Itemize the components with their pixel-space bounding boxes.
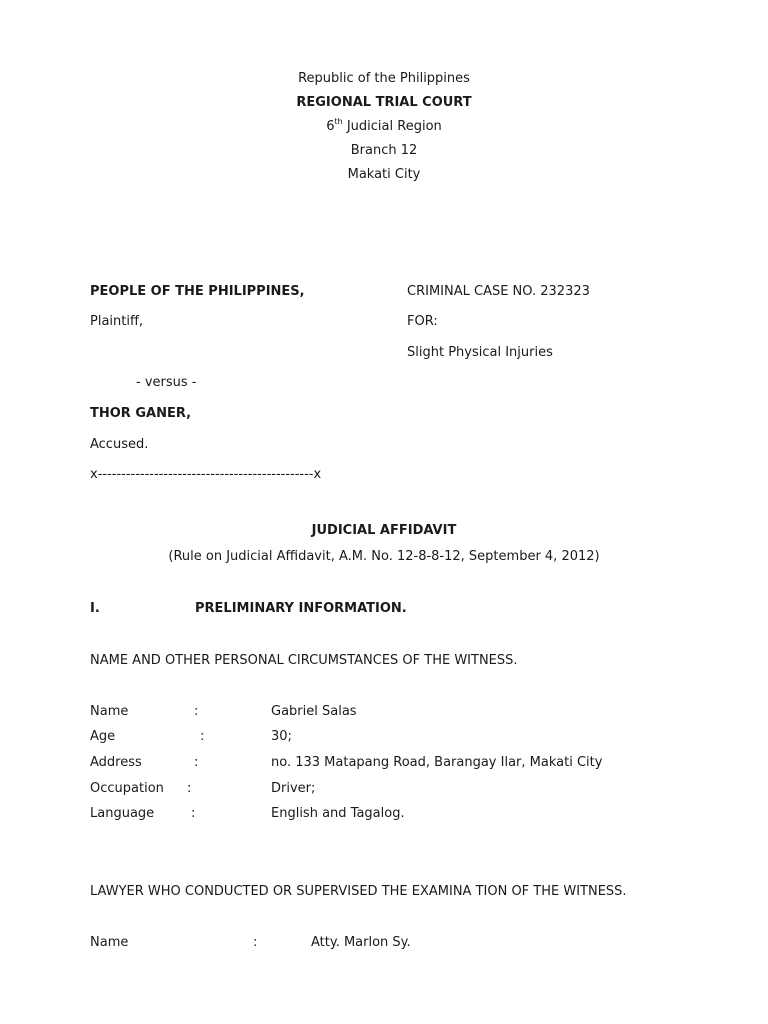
document-title: JUDICIAL AFFIDAVIT [311, 523, 457, 538]
offense: Slight Physical Injuries [407, 345, 553, 360]
header-branch: Branch 12 [350, 143, 418, 158]
region-number: 6 [326, 119, 335, 134]
document-subtitle: (Rule on Judicial Affidavit, A.M. No. 12-8-8-12, September 4, 2012) [168, 549, 600, 564]
witness-address-value: no. 133 Matapang Road, Barangay Ilar, Makati City [271, 755, 603, 770]
witness-address-label: Address [90, 755, 142, 770]
witness-name-label: Name [90, 704, 129, 719]
plaintiff-label: Plaintiff, [90, 314, 144, 329]
section-heading: PRELIMINARY INFORMATION. [195, 601, 407, 616]
lawyer-name-label: Name [90, 935, 129, 950]
accused-name: THOR GANER, [90, 406, 192, 421]
witness-occupation-colon: : [187, 781, 192, 796]
header-city: Makati City [347, 167, 421, 182]
witness-occupation-label: Occupation [90, 781, 164, 796]
witness-age-label: Age [90, 729, 116, 744]
witness-heading: NAME AND OTHER PERSONAL CIRCUMSTANCES OF THE WITNESS. [90, 653, 518, 668]
caption-divider: x----------------------------------------------x [90, 467, 322, 482]
witness-occupation-value: Driver; [271, 781, 316, 796]
witness-language-colon: : [191, 806, 196, 821]
section-number: I. [90, 601, 100, 616]
lawyer-name-colon: : [253, 935, 258, 950]
witness-language-label: Language [90, 806, 155, 821]
witness-address-colon: : [194, 755, 199, 770]
witness-name-value: Gabriel Salas [271, 704, 357, 719]
witness-age-value: 30; [271, 729, 292, 744]
header-region [0, 116, 768, 135]
lawyer-name-value: Atty. Marlon Sy. [311, 935, 411, 950]
plaintiff-name: PEOPLE OF THE PHILIPPINES, [90, 284, 305, 299]
witness-age-colon: : [200, 729, 205, 744]
region-ordinal: th [334, 116, 343, 126]
lawyer-heading: LAWYER WHO CONDUCTED OR SUPERVISED THE EXAMINA TION OF THE WITNESS. [90, 884, 627, 899]
for-label: FOR: [407, 314, 438, 329]
region-text: Judicial Region [342, 119, 442, 134]
witness-name-colon: : [194, 704, 199, 719]
versus-label: - versus - [136, 375, 197, 390]
accused-label: Accused. [90, 437, 149, 452]
header-republic: Republic of the Philippines [298, 71, 470, 86]
header-court: REGIONAL TRIAL COURT [296, 95, 472, 110]
case-number: CRIMINAL CASE NO. 232323 [407, 284, 590, 299]
witness-language-value: English and Tagalog. [271, 806, 405, 821]
